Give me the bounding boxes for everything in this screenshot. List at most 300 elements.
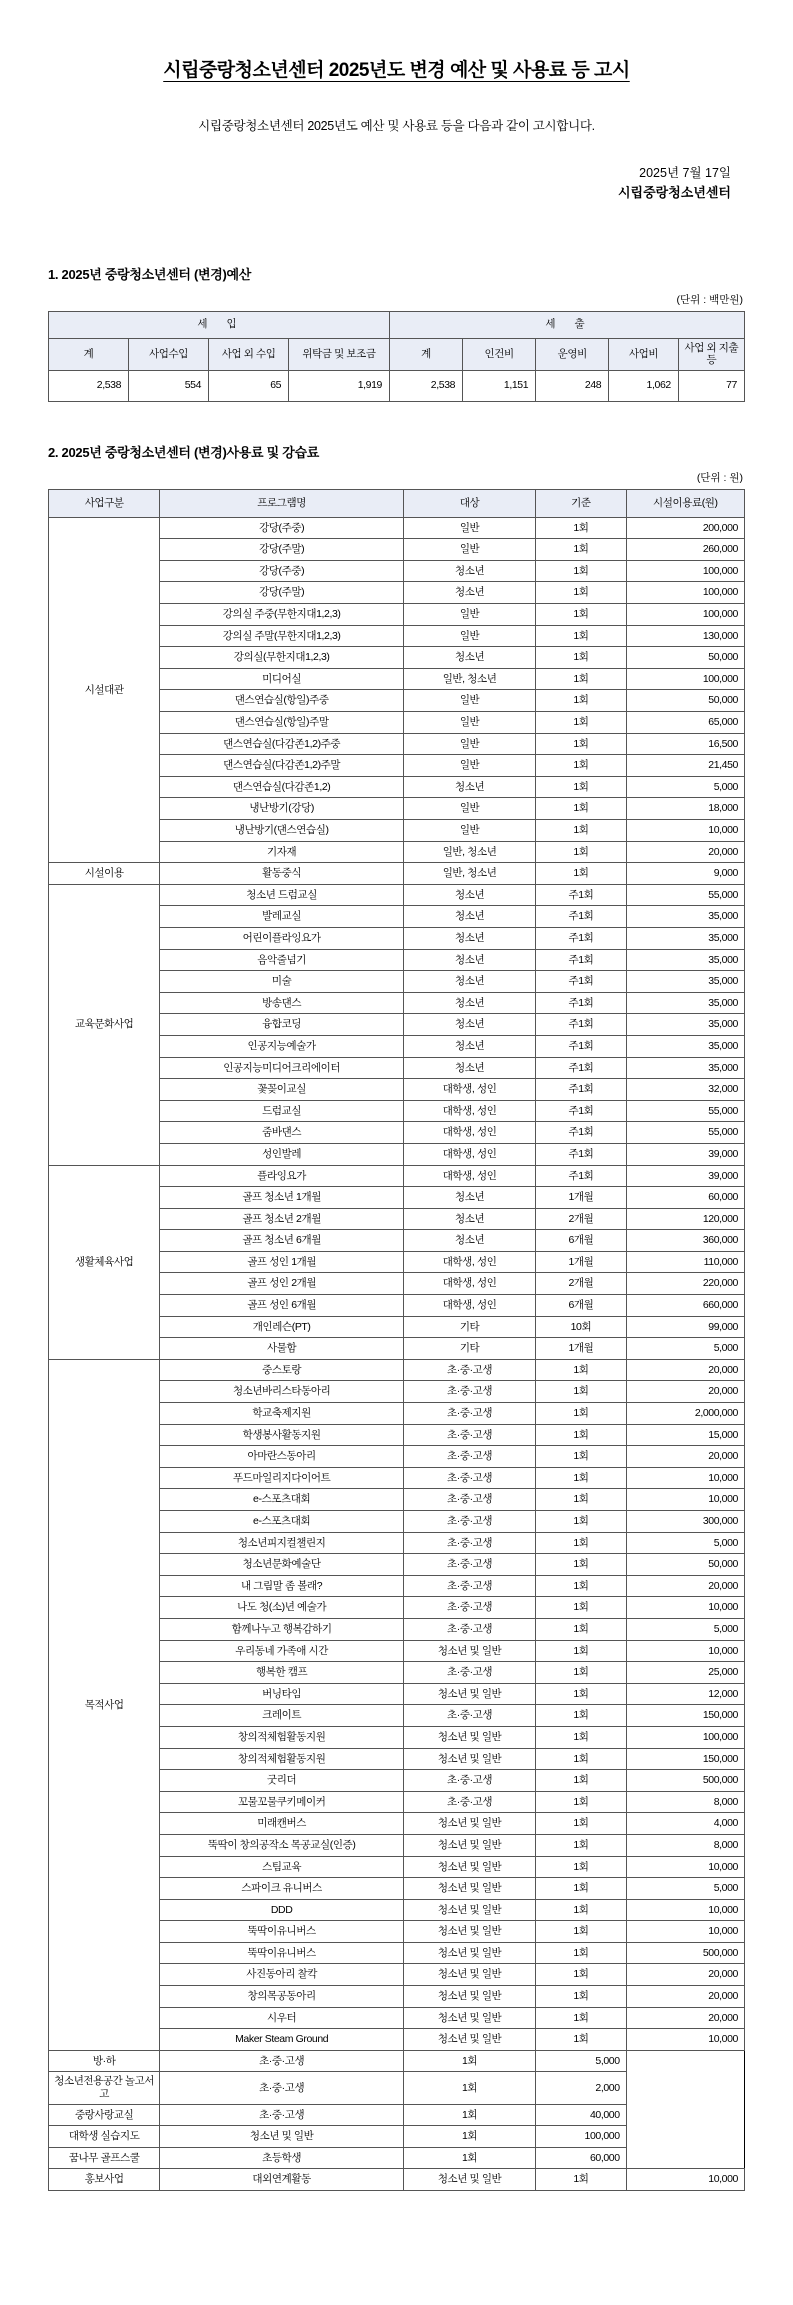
fees-cell-program: 골프 청소년 6개월 — [160, 1230, 404, 1252]
budget-col-other-expense: 사업 외 지출 등 — [678, 338, 744, 370]
fees-cell-amount: 35,000 — [626, 971, 744, 993]
fees-cell-basis: 1회 — [536, 560, 626, 582]
budget-value-operating: 248 — [536, 370, 609, 401]
fees-cell-amount: 200,000 — [626, 517, 744, 539]
fees-cell-target: 초·중·고생 — [403, 1705, 535, 1727]
fees-cell-target: 청소년 — [403, 582, 535, 604]
fees-cell-target: 초·중·고생 — [160, 2050, 404, 2072]
fees-cell-program: 냉난방기(댄스연습실) — [160, 820, 404, 842]
fees-cell-amount: 300,000 — [626, 1511, 744, 1533]
fees-cell-basis: 주1회 — [536, 1014, 626, 1036]
fees-col-category: 사업구분 — [49, 489, 160, 517]
fees-cell-target: 초·중·고생 — [403, 1403, 535, 1425]
fees-cell-target: 기타 — [403, 1338, 535, 1360]
document-signature-block — [48, 164, 731, 204]
fees-cell-program: 스파이크 유니버스 — [160, 1878, 404, 1900]
fees-cell-amount: 20,000 — [626, 1986, 744, 2008]
fees-cell-program: 시우터 — [160, 2007, 404, 2029]
page-title: 시립중랑청소년센터 2025년도 변경 예산 및 사용료 등 고시 — [163, 60, 630, 81]
budget-col-operating: 운영비 — [536, 338, 609, 370]
fees-cell-target: 청소년 및 일반 — [403, 1899, 535, 1921]
fees-cell-program: 뚝딱이유니버스 — [160, 1942, 404, 1964]
budget-col-other-income: 사업 외 수입 — [209, 338, 289, 370]
fees-cell-target: 청소년 — [403, 1014, 535, 1036]
fees-cell-program: 청소년피지컬챌린지 — [160, 1532, 404, 1554]
fees-cell-program: 굿리더 — [160, 1770, 404, 1792]
fees-cell-target: 초·중·고생 — [403, 1381, 535, 1403]
fees-cell-amount: 55,000 — [626, 1122, 744, 1144]
fees-cell-amount: 35,000 — [626, 992, 744, 1014]
fees-cell-amount: 5,000 — [626, 1532, 744, 1554]
fees-cell-program: 창의적체험활동지원 — [160, 1748, 404, 1770]
fees-cell-basis: 1회 — [536, 1597, 626, 1619]
fees-cell-target: 청소년 — [403, 1057, 535, 1079]
fees-cell-basis: 1회 — [536, 1554, 626, 1576]
fees-cell-target: 청소년 및 일반 — [403, 1640, 535, 1662]
fees-cell-amount: 35,000 — [626, 927, 744, 949]
fees-cell-amount: 21,450 — [626, 755, 744, 777]
fees-cell-amount: 55,000 — [626, 1100, 744, 1122]
fees-cell-basis: 1회 — [536, 1705, 626, 1727]
fees-cell-amount: 60,000 — [536, 2147, 626, 2169]
fees-cell-target: 청소년 및 일반 — [403, 1878, 535, 1900]
fees-cell-basis: 1회 — [536, 1359, 626, 1381]
fees-cell-basis: 1회 — [536, 1511, 626, 1533]
fees-cell-target: 청소년 및 일반 — [403, 1683, 535, 1705]
fees-cell-target: 일반 — [403, 604, 535, 626]
fees-cell-basis: 주1회 — [536, 1143, 626, 1165]
fees-cell-amount: 50,000 — [626, 690, 744, 712]
fees-cell-target: 대학생, 성인 — [403, 1122, 535, 1144]
fees-cell-target: 초·중·고생 — [403, 1770, 535, 1792]
fees-cell-target: 초·중·고생 — [403, 1791, 535, 1813]
fees-cell-basis: 10회 — [536, 1316, 626, 1338]
fees-section-title: 2. 2025년 중랑청소년센터 (변경)사용료 및 강습료 — [48, 444, 319, 460]
fees-cell-target: 청소년 및 일반 — [403, 2007, 535, 2029]
fees-cell-amount: 100,000 — [626, 582, 744, 604]
table-row — [49, 517, 745, 539]
fees-cell-amount: 32,000 — [626, 1079, 744, 1101]
fees-cell-program: 냉난방기(강당) — [160, 798, 404, 820]
fees-cell-target: 초·중·고생 — [403, 1467, 535, 1489]
fees-cell-basis: 1회 — [536, 517, 626, 539]
fees-cell-amount: 35,000 — [626, 1014, 744, 1036]
fees-cell-basis: 1회 — [536, 1878, 626, 1900]
budget-value-expense-total: 2,538 — [390, 370, 463, 401]
budget-value-project: 1,062 — [609, 370, 679, 401]
fees-cell-basis: 1회 — [536, 2169, 626, 2191]
fees-cell-amount: 10,000 — [626, 1899, 744, 1921]
fees-cell-amount: 100,000 — [626, 560, 744, 582]
fees-cell-program: 댄스연습실(다감존1,2)주중 — [160, 733, 404, 755]
fees-cell-amount: 20,000 — [626, 1446, 744, 1468]
fees-cell-target: 대학생, 성인 — [403, 1143, 535, 1165]
fees-cell-basis: 1회 — [536, 798, 626, 820]
fees-cell-program: e-스포츠대회 — [160, 1511, 404, 1533]
fees-cell-target: 초·중·고생 — [160, 2104, 404, 2126]
fees-cell-program: 미술 — [160, 971, 404, 993]
budget-col-project: 사업비 — [609, 338, 679, 370]
fees-cell-target: 일반, 청소년 — [403, 841, 535, 863]
fees-cell-basis: 1회 — [536, 1770, 626, 1792]
budget-col-income-total: 계 — [49, 338, 129, 370]
fees-cell-category: 시설이용 — [49, 863, 160, 885]
fees-cell-target: 청소년 및 일반 — [160, 2126, 404, 2148]
fees-cell-target: 초·중·고생 — [403, 1618, 535, 1640]
fees-cell-program: DDD — [160, 1899, 404, 1921]
fees-cell-target: 초·중·고생 — [403, 1489, 535, 1511]
fees-cell-target: 일반 — [403, 820, 535, 842]
fees-cell-target: 초·중·고생 — [403, 1424, 535, 1446]
budget-group-expense: 세 출 — [390, 311, 745, 338]
budget-value-labor: 1,151 — [463, 370, 536, 401]
fees-cell-basis: 1회 — [536, 1726, 626, 1748]
fees-cell-target: 청소년 — [403, 884, 535, 906]
fees-cell-program: 미디어실 — [160, 668, 404, 690]
table-row — [49, 2147, 745, 2169]
fees-cell-program: 기자재 — [160, 841, 404, 863]
fees-cell-basis: 1회 — [536, 1662, 626, 1684]
fees-cell-amount: 100,000 — [536, 2126, 626, 2148]
fees-cell-target: 대학생, 성인 — [403, 1273, 535, 1295]
document-date: 2025년 7월 17일 — [639, 166, 731, 180]
fees-cell-program: 줌바댄스 — [160, 1122, 404, 1144]
fees-cell-target: 일반 — [403, 625, 535, 647]
fees-cell-program: 버닝타임 — [160, 1683, 404, 1705]
fees-cell-amount: 130,000 — [626, 625, 744, 647]
fees-cell-program: 크레이트 — [160, 1705, 404, 1727]
fees-cell-basis: 1회 — [536, 1381, 626, 1403]
budget-group-header-row — [49, 311, 745, 338]
fees-cell-amount: 5,000 — [626, 776, 744, 798]
fees-cell-amount: 99,000 — [626, 1316, 744, 1338]
fees-cell-basis: 1회 — [536, 604, 626, 626]
fees-cell-amount: 39,000 — [626, 1165, 744, 1187]
fees-cell-program: 강의실 주말(무한지대1,2,3) — [160, 625, 404, 647]
fees-cell-category: 시설대관 — [49, 517, 160, 863]
fees-cell-basis: 1회 — [536, 1856, 626, 1878]
fees-cell-amount: 5,000 — [626, 1338, 744, 1360]
fees-cell-program: 방송댄스 — [160, 992, 404, 1014]
fees-cell-program: 드럼교실 — [160, 1100, 404, 1122]
fees-cell-basis: 1회 — [536, 1813, 626, 1835]
fees-cell-program: 청소년 드럼교실 — [160, 884, 404, 906]
fees-cell-basis: 1회 — [536, 1489, 626, 1511]
fees-cell-basis: 주1회 — [536, 992, 626, 1014]
fees-cell-basis: 1회 — [403, 2147, 535, 2169]
budget-col-business-income: 사업수입 — [129, 338, 209, 370]
fees-cell-amount: 18,000 — [626, 798, 744, 820]
fees-cell-program: 청소년전용공간 놀고서고 — [49, 2072, 160, 2104]
fees-cell-amount: 20,000 — [626, 1964, 744, 1986]
fees-cell-target: 청소년 및 일반 — [403, 1856, 535, 1878]
fees-cell-amount: 5,000 — [626, 1878, 744, 1900]
fees-cell-target: 초·중·고생 — [160, 2072, 404, 2104]
fees-cell-amount: 20,000 — [626, 841, 744, 863]
fees-cell-amount: 10,000 — [626, 820, 744, 842]
fees-cell-amount: 15,000 — [626, 1424, 744, 1446]
fees-cell-target: 청소년 및 일반 — [403, 1748, 535, 1770]
fees-cell-basis: 1회 — [536, 1403, 626, 1425]
fees-cell-program: 행복한 캠프 — [160, 1662, 404, 1684]
fees-cell-amount: 5,000 — [536, 2050, 626, 2072]
fees-cell-program: 어린이플라잉요가 — [160, 927, 404, 949]
document-organization: 시립중랑청소년센터 — [617, 185, 731, 201]
budget-value-income-total: 2,538 — [49, 370, 129, 401]
fees-cell-basis: 1회 — [536, 1424, 626, 1446]
budget-header-row — [49, 338, 745, 370]
fees-cell-basis: 1회 — [536, 1748, 626, 1770]
fees-cell-amount: 20,000 — [626, 1575, 744, 1597]
fees-cell-program: 청소년문화예술단 — [160, 1554, 404, 1576]
fees-cell-program: 성인발레 — [160, 1143, 404, 1165]
fees-cell-amount: 10,000 — [626, 2169, 744, 2191]
fees-cell-basis: 1회 — [536, 1921, 626, 1943]
fees-cell-program: 강의실 주중(무한지대1,2,3) — [160, 604, 404, 626]
fees-cell-program: 푸드마일리지다이어트 — [160, 1467, 404, 1489]
fees-cell-target: 청소년 — [403, 992, 535, 1014]
fees-cell-basis: 주1회 — [536, 1079, 626, 1101]
fees-cell-program: 개인레슨(PT) — [160, 1316, 404, 1338]
fees-cell-basis: 6개월 — [536, 1295, 626, 1317]
budget-group-income: 세 입 — [49, 311, 390, 338]
fees-cell-target: 초·중·고생 — [403, 1359, 535, 1381]
fees-cell-basis: 주1회 — [536, 1165, 626, 1187]
fees-cell-target: 초·중·고생 — [403, 1597, 535, 1619]
fees-cell-amount: 35,000 — [626, 906, 744, 928]
fees-cell-target: 대학생, 성인 — [403, 1100, 535, 1122]
fees-cell-basis: 주1회 — [536, 1100, 626, 1122]
fees-cell-amount: 60,000 — [626, 1187, 744, 1209]
fees-cell-program: 댄스연습실(항일)주말 — [160, 712, 404, 734]
fees-cell-category: 교육문화사업 — [49, 884, 160, 1165]
fees-cell-target: 초등학생 — [160, 2147, 404, 2169]
fees-cell-basis: 1회 — [536, 1446, 626, 1468]
fees-cell-target: 일반 — [403, 798, 535, 820]
table-row — [49, 2126, 745, 2148]
fees-cell-program: 뚝딱이 창의공작소 목공교실(인증) — [160, 1834, 404, 1856]
fees-cell-amount: 100,000 — [626, 1726, 744, 1748]
fees-cell-amount: 9,000 — [626, 863, 744, 885]
fees-cell-basis: 주1회 — [536, 927, 626, 949]
fees-cell-program: Maker Steam Ground — [160, 2029, 404, 2051]
fees-cell-amount: 10,000 — [626, 2029, 744, 2051]
fees-cell-program: 학교축제지원 — [160, 1403, 404, 1425]
table-row — [49, 1359, 745, 1381]
fees-cell-program: 내 그림말 좀 볼래? — [160, 1575, 404, 1597]
fees-cell-program: 강당(주말) — [160, 582, 404, 604]
fees-cell-amount: 2,000,000 — [626, 1403, 744, 1425]
fees-cell-amount: 660,000 — [626, 1295, 744, 1317]
fees-cell-target: 초·중·고생 — [403, 1532, 535, 1554]
fees-cell-program: 골프 성인 6개월 — [160, 1295, 404, 1317]
fees-cell-target: 청소년 — [403, 647, 535, 669]
fees-cell-basis: 1개월 — [536, 1187, 626, 1209]
table-row — [49, 2169, 745, 2191]
fees-cell-program: e-스포츠대회 — [160, 1489, 404, 1511]
fees-cell-target: 일반 — [403, 712, 535, 734]
fees-cell-amount: 110,000 — [626, 1251, 744, 1273]
fees-cell-amount: 8,000 — [626, 1834, 744, 1856]
fees-cell-amount: 12,000 — [626, 1683, 744, 1705]
fees-cell-amount: 150,000 — [626, 1748, 744, 1770]
fees-cell-target: 초·중·고생 — [403, 1662, 535, 1684]
fees-cell-amount: 50,000 — [626, 647, 744, 669]
fees-cell-basis: 1회 — [536, 755, 626, 777]
fees-cell-target: 일반 — [403, 539, 535, 561]
fees-cell-amount: 500,000 — [626, 1770, 744, 1792]
budget-value-other-income: 65 — [209, 370, 289, 401]
fees-cell-target: 일반 — [403, 733, 535, 755]
fees-cell-amount: 5,000 — [626, 1618, 744, 1640]
fees-cell-target: 대학생, 성인 — [403, 1165, 535, 1187]
fees-cell-basis: 1개월 — [536, 1251, 626, 1273]
fees-cell-amount: 40,000 — [536, 2104, 626, 2126]
fees-cell-basis: 1개월 — [536, 1338, 626, 1360]
fees-cell-basis: 1회 — [403, 2104, 535, 2126]
fees-cell-basis: 1회 — [536, 1834, 626, 1856]
fees-cell-program: 댄스연습실(항일)주중 — [160, 690, 404, 712]
fees-cell-amount: 500,000 — [626, 1942, 744, 1964]
fees-cell-basis: 1회 — [536, 1467, 626, 1489]
fees-cell-program: 꼬물꼬물쿠키메이커 — [160, 1791, 404, 1813]
fees-header-row — [49, 489, 745, 517]
fees-cell-basis: 주1회 — [536, 1122, 626, 1144]
fees-cell-amount: 100,000 — [626, 604, 744, 626]
fees-cell-program: 댄스연습실(다감존1,2) — [160, 776, 404, 798]
fees-cell-program: 강의실(무한지대1,2,3) — [160, 647, 404, 669]
fees-cell-basis: 1회 — [536, 1942, 626, 1964]
fees-cell-program: 중스토랑 — [160, 1359, 404, 1381]
fees-cell-target: 청소년 — [403, 971, 535, 993]
budget-table — [48, 311, 745, 402]
fees-cell-basis: 1회 — [536, 712, 626, 734]
fees-cell-basis: 1회 — [536, 582, 626, 604]
fees-cell-target: 청소년 및 일반 — [403, 1986, 535, 2008]
fees-cell-amount: 360,000 — [626, 1230, 744, 1252]
fees-cell-program: 플라잉요가 — [160, 1165, 404, 1187]
fees-cell-amount: 35,000 — [626, 1035, 744, 1057]
fees-cell-program: 인공지능미디어크리에이터 — [160, 1057, 404, 1079]
fees-cell-program: 강당(주중) — [160, 517, 404, 539]
fees-cell-basis: 주1회 — [536, 1035, 626, 1057]
fees-cell-target: 일반, 청소년 — [403, 863, 535, 885]
fees-cell-program: 댄스연습실(다감존1,2)주말 — [160, 755, 404, 777]
budget-value-grant: 1,919 — [289, 370, 390, 401]
fees-cell-basis: 1회 — [536, 647, 626, 669]
fees-cell-program: 강당(주말) — [160, 539, 404, 561]
budget-section-title: 1. 2025년 중랑청소년센터 (변경)예산 — [48, 266, 252, 282]
fees-cell-basis: 주1회 — [536, 1057, 626, 1079]
fees-cell-target: 청소년 — [403, 927, 535, 949]
fees-cell-basis: 1회 — [536, 2007, 626, 2029]
budget-value-business-income: 554 — [129, 370, 209, 401]
fees-cell-program: 뚝딱이유니버스 — [160, 1921, 404, 1943]
fees-cell-basis: 주1회 — [536, 949, 626, 971]
fees-unit-note: (단위 : 원) — [696, 471, 743, 484]
budget-unit-note: (단위 : 백만원) — [676, 293, 743, 306]
budget-value-row — [49, 370, 745, 401]
fees-cell-basis: 1회 — [536, 1899, 626, 1921]
fees-cell-amount: 20,000 — [626, 1359, 744, 1381]
fees-cell-basis: 1회 — [403, 2050, 535, 2072]
fees-cell-target: 초·중·고생 — [403, 1511, 535, 1533]
fees-cell-target: 일반 — [403, 690, 535, 712]
fees-cell-target: 청소년 및 일반 — [403, 1964, 535, 1986]
fees-cell-amount: 20,000 — [626, 1381, 744, 1403]
fees-cell-basis: 1회 — [536, 1683, 626, 1705]
fees-cell-program: 인공지능예술가 — [160, 1035, 404, 1057]
table-row — [49, 884, 745, 906]
fees-cell-basis: 6개월 — [536, 1230, 626, 1252]
fees-cell-basis: 1회 — [536, 820, 626, 842]
fees-cell-amount: 20,000 — [626, 2007, 744, 2029]
fees-table — [48, 489, 745, 2191]
fees-cell-target: 청소년 — [403, 1230, 535, 1252]
fees-cell-target: 대학생, 성인 — [403, 1079, 535, 1101]
fees-cell-amount: 39,000 — [626, 1143, 744, 1165]
budget-col-grant: 위탁금 및 보조금 — [289, 338, 390, 370]
fees-cell-program: 창의적체험활동지원 — [160, 1726, 404, 1748]
fees-cell-target: 청소년 — [403, 949, 535, 971]
fees-cell-amount: 55,000 — [626, 884, 744, 906]
fees-cell-amount: 100,000 — [626, 668, 744, 690]
fees-cell-category: 생활체육사업 — [49, 1165, 160, 1359]
fees-cell-basis: 1회 — [536, 841, 626, 863]
fees-cell-target: 청소년 — [403, 1208, 535, 1230]
fees-col-target: 대상 — [403, 489, 535, 517]
table-row — [49, 2104, 745, 2126]
fees-cell-target: 청소년 및 일반 — [403, 2169, 535, 2191]
fees-cell-program: 골프 성인 2개월 — [160, 1273, 404, 1295]
fees-cell-program: 꿈나무 골프스쿨 — [49, 2147, 160, 2169]
fees-cell-amount: 10,000 — [626, 1597, 744, 1619]
budget-col-labor: 인건비 — [463, 338, 536, 370]
fees-cell-program: 활동중식 — [160, 863, 404, 885]
fees-cell-target: 청소년 및 일반 — [403, 2029, 535, 2051]
fees-cell-program: 나도 청(소)년 예술가 — [160, 1597, 404, 1619]
fees-cell-amount: 8,000 — [626, 1791, 744, 1813]
fees-cell-basis: 1회 — [536, 863, 626, 885]
fees-cell-amount: 120,000 — [626, 1208, 744, 1230]
budget-value-other-expense: 77 — [678, 370, 744, 401]
fees-cell-amount: 4,000 — [626, 1813, 744, 1835]
fees-cell-basis: 1회 — [536, 690, 626, 712]
fees-cell-program: 골프 청소년 1개월 — [160, 1187, 404, 1209]
fees-cell-basis: 1회 — [536, 625, 626, 647]
fees-cell-target: 일반, 청소년 — [403, 668, 535, 690]
fees-cell-basis: 1회 — [536, 1640, 626, 1662]
fees-col-basis: 기준 — [536, 489, 626, 517]
table-row — [49, 863, 745, 885]
fees-cell-basis: 1회 — [536, 1791, 626, 1813]
fees-cell-program: 사물함 — [160, 1338, 404, 1360]
fees-cell-basis: 1회 — [536, 1618, 626, 1640]
fees-cell-target: 대학생, 성인 — [403, 1251, 535, 1273]
fees-cell-amount: 10,000 — [626, 1856, 744, 1878]
fees-cell-program: 꽃꽂이교실 — [160, 1079, 404, 1101]
table-row — [49, 2050, 745, 2072]
table-row — [49, 1165, 745, 1187]
fees-cell-basis: 주1회 — [536, 971, 626, 993]
fees-cell-basis: 1회 — [536, 668, 626, 690]
fees-cell-program: 사진동아리 찰칵 — [160, 1964, 404, 1986]
fees-cell-amount: 2,000 — [536, 2072, 626, 2104]
fees-cell-program: 학생봉사활동지원 — [160, 1424, 404, 1446]
fees-cell-basis: 1회 — [536, 1575, 626, 1597]
fees-cell-amount: 35,000 — [626, 949, 744, 971]
fees-cell-amount: 260,000 — [626, 539, 744, 561]
